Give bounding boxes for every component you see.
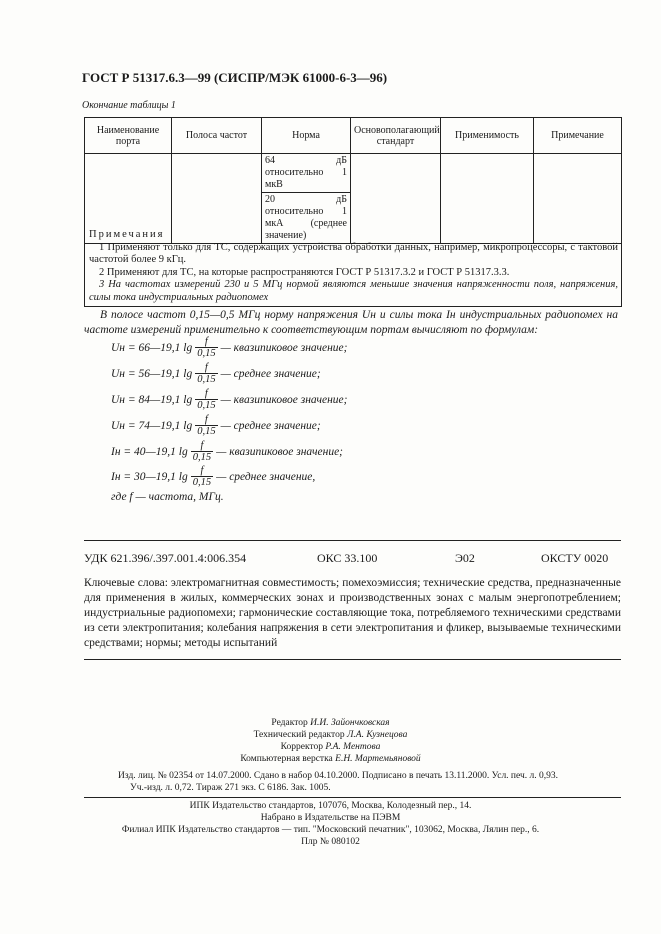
formula-fraction: [195, 414, 217, 437]
fraction-denominator: 0,15: [192, 452, 212, 463]
formula-description: — квазипиковое значение;: [216, 445, 344, 458]
fraction-denominator: 0,15: [192, 477, 212, 488]
staff-name: Р.А. Ментова: [325, 742, 381, 752]
formula-fraction: [191, 440, 213, 463]
page-header-title: ГОСТ Р 51317.6.3—99 (СИСПР/МЭК 61000-6-3—96): [82, 70, 388, 85]
formula-lhs: Uн = 84—19,1 lg: [111, 393, 193, 406]
col-header-norm: Норма: [262, 118, 351, 154]
divider-top: [84, 540, 621, 541]
okstu-code: ОКСТУ 0020: [541, 551, 609, 565]
formula-lhs: Uн = 74—19,1 lg: [111, 419, 193, 432]
formula-fraction: [191, 465, 213, 488]
formula-fraction: [195, 362, 217, 385]
col-header-port: Наименование порта: [85, 118, 172, 154]
table-notes: [84, 229, 622, 307]
note-item-1: 1 Применяют только для ТС, содержащих устройства обработки данных, например, микропроцессоры, с тактовой частотой более 9 кГц.: [89, 241, 618, 266]
imprint-block: [118, 770, 618, 794]
formula-lhs: Iн = 40—19,1 lg: [111, 445, 188, 458]
staff-role: Корректор: [280, 742, 324, 752]
staff-name: И.И. Зайончковская: [310, 718, 390, 728]
formula-item: [111, 440, 343, 463]
staff-name: Л.А. Кузнецова: [346, 730, 408, 740]
staff-role: Технический редактор: [253, 730, 345, 740]
publisher-line: Плр № 080102: [301, 837, 360, 847]
formula-description: — квазипиковое значение;: [220, 341, 348, 354]
staff-line: [0, 741, 661, 753]
publisher-line: ИПК Издательство стандартов, 107076, Москва, Колодезный пер., 14.: [189, 801, 472, 811]
formula-item: [111, 362, 321, 385]
formula-lhs: Uн = 66—19,1 lg: [111, 341, 193, 354]
col-header-applicability: Применимость: [441, 118, 534, 154]
norm-current: 20 дБ относительно 1 мкА (среднее значение): [262, 192, 350, 243]
formula-item: [111, 388, 348, 411]
formula-fraction: [195, 388, 217, 411]
formula-description: — среднее значение,: [216, 470, 316, 483]
fraction-denominator: 0,15: [197, 400, 216, 411]
divider-bottom: [84, 797, 621, 798]
publisher-block: [0, 800, 661, 848]
imprint-line-1: Изд. лиц. № 02354 от 14.07.2000. Сдано в набор 04.10.2000. Подписано в печать 13.11.2000. Усл. печ. л. 0,93.: [118, 771, 559, 781]
fraction-denominator: 0,15: [197, 348, 216, 359]
note-item-3: 3 На частотах измерений 230 и 5 МГц нормой являются меньшие значения напряженности поля, напряжения, силы тока индустриальных радиопомех: [89, 279, 618, 303]
keywords-text: Ключевые слова: электромагнитная совместимость; помехоэмиссия; технические средства, предназначенные для применения в жилых, коммерческих зонах и производственных зонах с малым энергопотреблением; индустриальные радиопомехи; гармонические составляющие тока, потребляемого техническими средствами из сети электропитания; колебания напряжения в сети электропитания и фликер, вызываемые техническими средствами; нормы; методы испытаний: [84, 577, 621, 649]
fraction-numerator: f: [204, 388, 208, 399]
formula-fraction: [195, 336, 217, 359]
staff-line: [0, 729, 661, 741]
fraction-numerator: f: [200, 440, 204, 451]
formula-description: — среднее значение;: [220, 419, 321, 432]
staff-list: [0, 717, 661, 765]
formula-lhs: Uн = 56—19,1 lg: [111, 367, 193, 380]
formula-item: [111, 465, 315, 488]
imprint-line-2: Уч.-изд. л. 0,72. Тираж 271 экз. С 6186. Зак. 1005.: [130, 783, 331, 793]
category-code: Э02: [455, 551, 475, 565]
staff-role: Компьютерная верстка: [240, 754, 333, 764]
formula-description: — квазипиковое значение;: [220, 393, 348, 406]
divider-keywords: [84, 659, 621, 660]
udk-code: УДК 621.396/.397.001.4:006.354: [84, 551, 247, 565]
formula-intro-paragraph: [84, 308, 618, 338]
fraction-numerator: f: [204, 362, 208, 373]
notes-heading: Примечания: [89, 229, 165, 240]
formula-lhs: Iн = 30—19,1 lg: [111, 470, 188, 483]
staff-name: Е.Н. Мартемьяновой: [335, 754, 421, 764]
formula-item: [111, 414, 321, 437]
table-header-row: [85, 118, 622, 154]
fraction-numerator: f: [204, 414, 208, 425]
table-caption: Окончание таблицы 1: [82, 100, 176, 111]
publisher-line: Набрано в Издательстве на ПЭВМ: [260, 813, 401, 823]
fraction-numerator: f: [200, 465, 204, 476]
staff-line: [0, 717, 661, 729]
publisher-line: Филиал ИПК Издательство стандартов — тип. "Московский печатник", 103062, Москва, Лялин пер., 6.: [121, 825, 540, 835]
fraction-denominator: 0,15: [197, 426, 216, 437]
col-header-frequency-band: Полоса частот: [172, 118, 262, 154]
oks-code: ОКС 33.100: [317, 551, 378, 565]
formula-intro-text: В полосе частот 0,15—0,5 МГц норму напряжения Uн и силы тока Iн индустриальных радиопомех на частоте измерений применительно к соответствующим портам вычисляют по формулам:: [84, 309, 618, 336]
formula-description: — среднее значение;: [220, 367, 321, 380]
norm-voltage: 64 дБ относительно 1 мкВ: [265, 155, 347, 190]
staff-line: [0, 753, 661, 765]
limits-table: [84, 117, 622, 244]
fraction-numerator: f: [204, 336, 208, 347]
col-header-note: Примечание: [534, 118, 622, 154]
formula-item: [111, 336, 348, 359]
fraction-denominator: 0,15: [197, 374, 216, 385]
note-item-2: 2 Применяют для ТС, на которые распространяются ГОСТ Р 51317.3.2 и ГОСТ Р 51317.3.3.: [99, 266, 510, 278]
col-header-base-standard: Основополагающий стандарт: [351, 118, 441, 154]
keywords-block: [84, 576, 621, 651]
formula-where-clause: где f — частота, МГц.: [111, 491, 224, 503]
staff-role: Редактор: [271, 718, 308, 728]
